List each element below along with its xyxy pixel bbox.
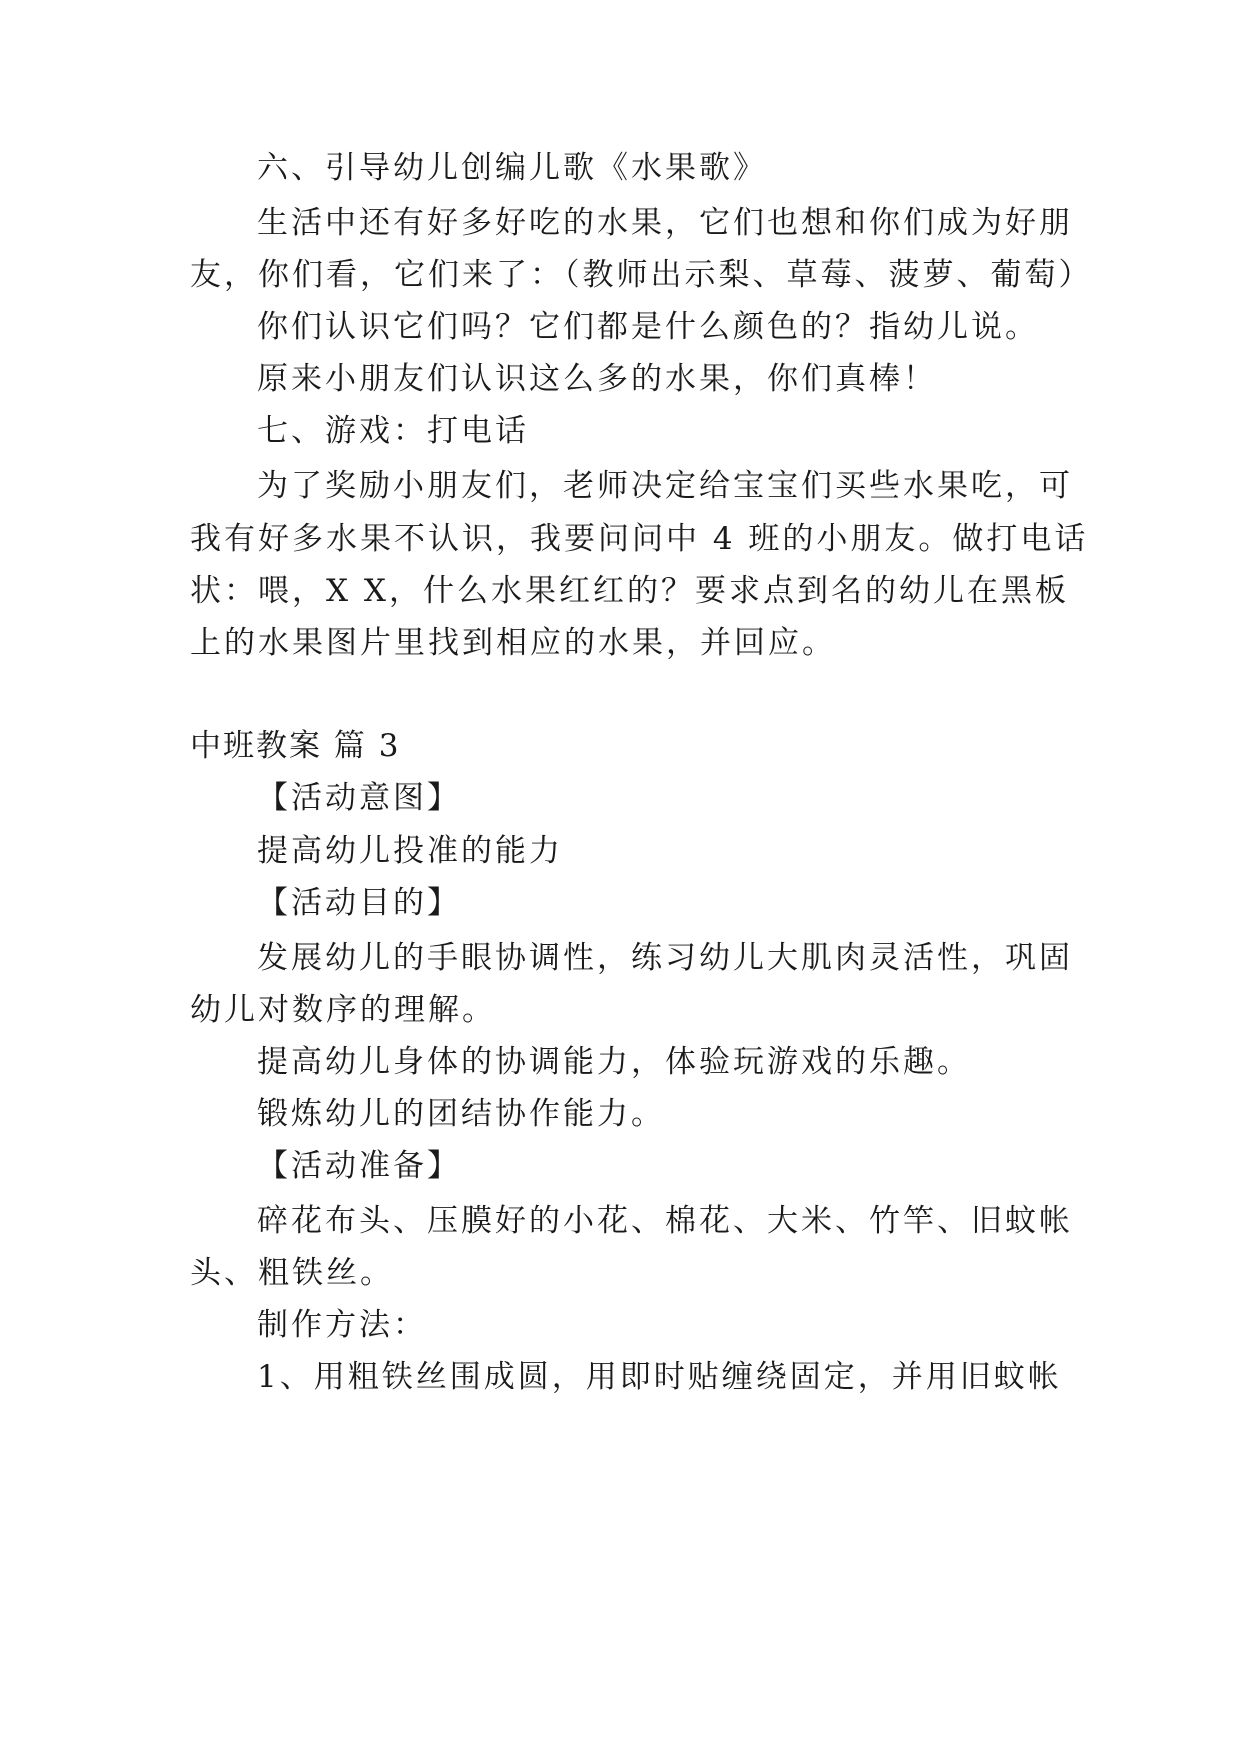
activity-intent-text: 提高幼儿投准的能力 — [257, 833, 563, 869]
activity-prep-line-1: 碎花布头、压膜好的小花、棉花、大米、竹竿、旧蚊帐 — [257, 1203, 1073, 1239]
activity-goal-heading: 【活动目的】 — [257, 885, 461, 921]
activity-goal-2: 提高幼儿身体的协调能力，体验玩游戏的乐趣。 — [257, 1044, 971, 1080]
section-6-heading: 六、引导幼儿创编儿歌《水果歌》 — [257, 150, 767, 186]
section-7-paragraph-line-4: 上的水果图片里找到相应的水果，并回应。 — [190, 625, 836, 661]
section-7-heading: 七、游戏：打电话 — [257, 413, 529, 449]
activity-prep-line-2: 头、粗铁丝。 — [190, 1255, 394, 1291]
section-7-paragraph-line-3: 状：喂，X X，什么水果红红的？要求点到名的幼儿在黑板 — [190, 573, 1069, 609]
activity-goal-3: 锻炼幼儿的团结协作能力。 — [257, 1096, 665, 1132]
lesson-3-title: 中班教案 篇 3 — [190, 728, 401, 764]
section-6-paragraph-3: 原来小朋友们认识这么多的水果，你们真棒！ — [257, 361, 937, 397]
section-7-paragraph-line-1: 为了奖励小朋友们，老师决定给宝宝们买些水果吃，可 — [257, 468, 1073, 504]
activity-goal-1-line-2: 幼儿对数序的理解。 — [190, 992, 496, 1028]
making-method-step-1: 1、用粗铁丝围成圆，用即时贴缠绕固定，并用旧蚊帐 — [257, 1359, 1062, 1395]
section-7-paragraph-line-2: 我有好多水果不认识，我要问问中 4 班的小朋友。做打电话 — [190, 521, 1089, 557]
section-6-paragraph-1-line-1: 生活中还有好多好吃的水果，它们也想和你们成为好朋 — [257, 205, 1073, 241]
activity-prep-heading: 【活动准备】 — [257, 1148, 461, 1184]
section-6-paragraph-2: 你们认识它们吗？它们都是什么颜色的？指幼儿说。 — [257, 309, 1039, 345]
making-method-heading: 制作方法： — [257, 1307, 427, 1343]
section-6-paragraph-1-line-2: 友，你们看，它们来了：（教师出示梨、草莓、菠萝、葡萄） — [190, 257, 1093, 293]
activity-goal-1-line-1: 发展幼儿的手眼协调性，练习幼儿大肌肉灵活性，巩固 — [257, 940, 1073, 976]
activity-intent-heading: 【活动意图】 — [257, 780, 461, 816]
